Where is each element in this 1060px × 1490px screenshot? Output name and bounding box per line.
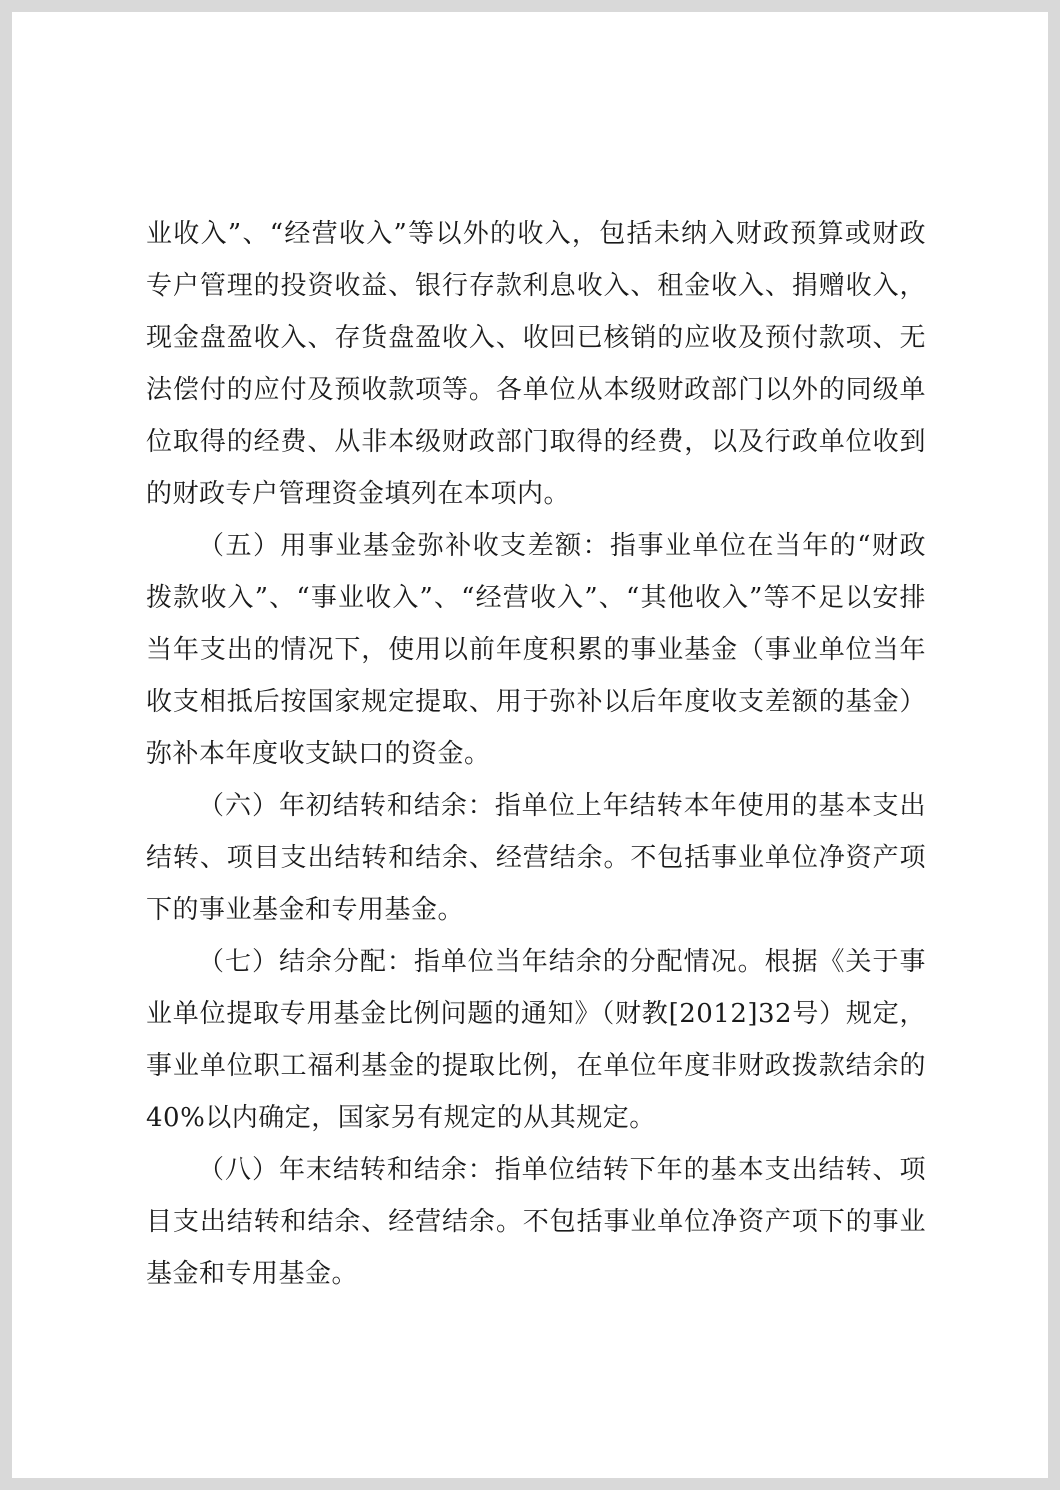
document-page [12, 12, 1048, 1478]
document-body [146, 208, 926, 1300]
paragraph-section-8: （八）年末结转和结余：指单位结转下年的基本支出结转、项目支出结转和结余、经营结余。不包括事业单位净资产项下的事业基金和专用基金。 [146, 1155, 926, 1289]
paragraph-section-7: （七）结余分配：指单位当年结余的分配情况。根据《关于事业单位提取专用基金比例问题的通知》（财教[2012]32号）规定，事业单位职工福利基金的提取比例，在单位年度非财政拨款结余的40%以内确定，国家另有规定的从其规定。 [146, 947, 926, 1133]
paragraph-section-5: （五）用事业基金弥补收支差额：指事业单位在当年的“财政拨款收入”、“事业收入”、“经营收入”、“其他收入”等不足以安排当年支出的情况下，使用以前年度积累的事业基金（事业单位当年收支相抵后按国家规定提取、用于弥补以后年度收支差额的基金）弥补本年度收支缺口的资金。 [146, 531, 926, 769]
paragraph-section-6: （六）年初结转和结余：指单位上年结转本年使用的基本支出结转、项目支出结转和结余、经营结余。不包括事业单位净资产项下的事业基金和专用基金。 [146, 791, 926, 925]
paragraph-other-income-continued: 业收入”、“经营收入”等以外的收入，包括未纳入财政预算或财政专户管理的投资收益、银行存款利息收入、租金收入、捐赠收入，现金盘盈收入、存货盘盈收入、收回已核销的应收及预付款项、无法偿付的应付及预收款项等。各单位从本级财政部门以外的同级单位取得的经费、从非本级财政部门取得的经费，以及行政单位收到的财政专户管理资金填列在本项内。 [146, 219, 926, 509]
